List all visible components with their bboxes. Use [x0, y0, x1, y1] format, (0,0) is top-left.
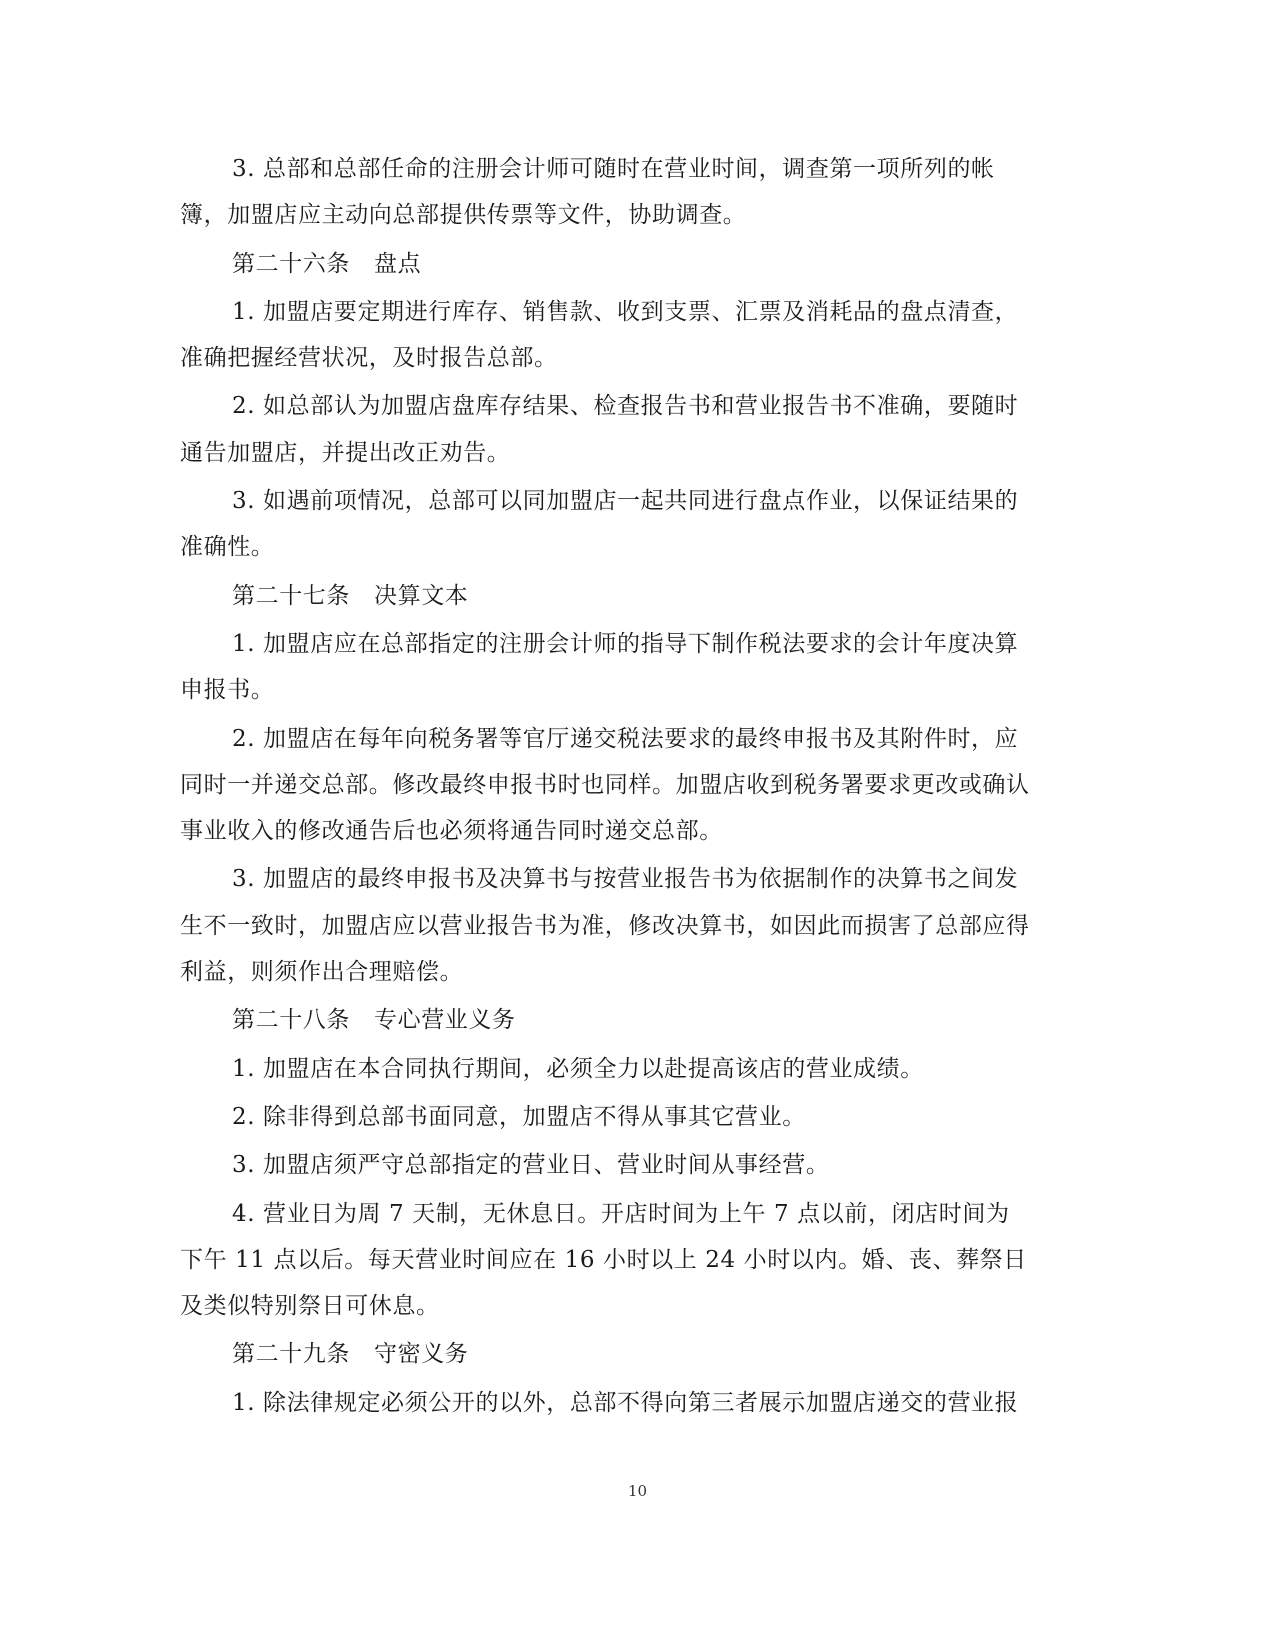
article-title: 专心营业义务	[374, 1007, 516, 1034]
article-title: 决算文本	[374, 582, 469, 609]
clause-paragraph: 3. 总部和总部任命的注册会计师可随时在营业时间，调查第一项所列的帐簿，加盟店应主动向总部提供传票等文件，协助调查。	[180, 156, 995, 229]
clause-paragraph: 3. 加盟店的最终申报书及决算书与按营业报告书为依据制作的决算书之间发生不一致时，加盟店应以营业报告书为准，修改决算书，如因此而损害了总部应得利益，则须作出合理赔偿。	[180, 866, 1030, 986]
clause-paragraph: 4. 营业日为周 7 天制，无休息日。开店时间为上午 7 点以前，闭店时间为下午 11 点以后。每天营业时间应在 16 小时以上 24 小时以内。婚、丧、葬祭日及类似特别祭日可休息。	[180, 1200, 1027, 1320]
clause-paragraph: 2. 如总部认为加盟店盘库存结果、检查报告书和营业报告书不准确，要随时通告加盟店，并提出改正劝告。	[180, 393, 1019, 466]
article-heading	[180, 241, 1032, 287]
article-title: 盘点	[374, 250, 422, 277]
page-number: 10	[627, 1482, 648, 1500]
article-number: 第二十九条	[232, 1341, 350, 1368]
article-title: 守密义务	[374, 1341, 469, 1368]
clause-paragraph: 1. 除法律规定必须公开的以外，总部不得向第三者展示加盟店递交的营业报	[232, 1389, 1019, 1416]
article-heading	[180, 1331, 1032, 1377]
clause-paragraph: 2. 除非得到总部书面同意，加盟店不得从事其它营业。	[232, 1103, 806, 1130]
clause-paragraph: 1. 加盟店应在总部指定的注册会计师的指导下制作税法要求的会计年度决算申报书。	[180, 630, 1019, 704]
article-number: 第二十七条	[232, 582, 350, 609]
clause-paragraph: 2. 加盟店在每年向税务署等官厅递交税法要求的最终申报书及其附件时，应同时一并递交总部。修改最终申报书时也同样。加盟店收到税务署要求更改或确认事业收入的修改通告后也必须将通告同时递交总部。	[180, 725, 1030, 845]
clause-paragraph: 3. 如遇前项情况，总部可以同加盟店一起共同进行盘点作业，以保证结果的准确性。	[180, 488, 1019, 561]
clause-paragraph: 1. 加盟店在本合同执行期间，必须全力以赴提高该店的营业成绩。	[232, 1055, 924, 1082]
document-body	[180, 146, 1032, 1428]
article-heading	[180, 997, 1032, 1043]
clause-paragraph: 3. 加盟店须严守总部指定的营业日、营业时间从事经营。	[232, 1152, 830, 1179]
article-heading	[180, 573, 1032, 619]
article-number: 第二十六条	[232, 250, 350, 277]
clause-paragraph: 1. 加盟店要定期进行库存、销售款、收到支票、汇票及消耗品的盘点清查，准确把握经营状况，及时报告总部。	[180, 298, 1019, 372]
article-number: 第二十八条	[232, 1007, 350, 1034]
